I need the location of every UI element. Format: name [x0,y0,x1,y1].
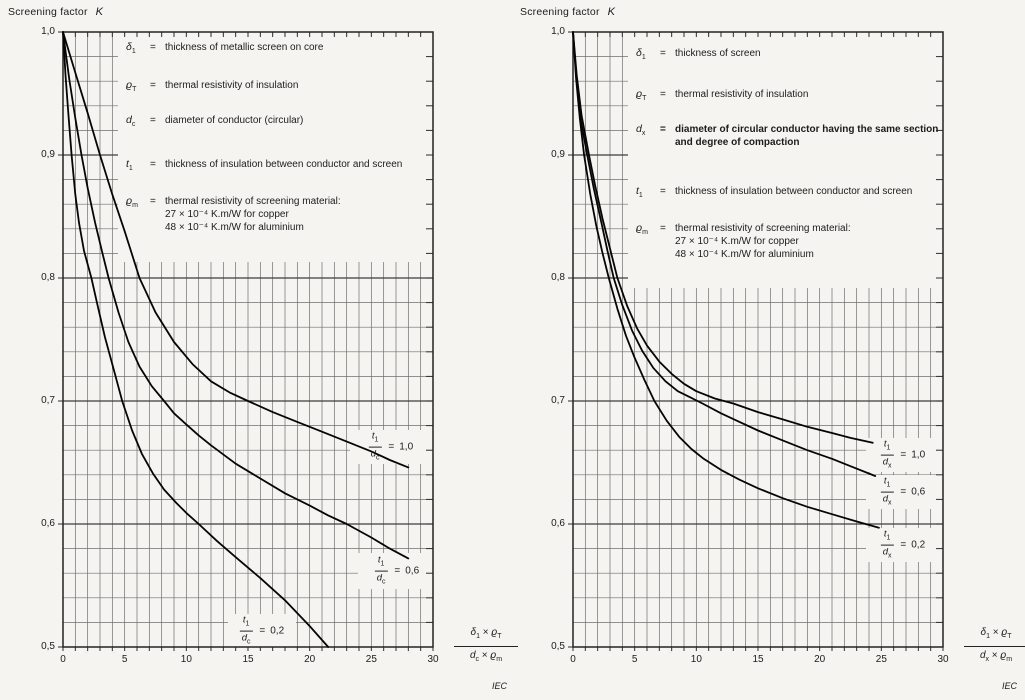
legend-text-line: 27 × 10⁻⁴ K.m/W for copper [675,236,799,247]
chart-title-right [520,6,615,18]
fraction-numerator: $t_1$ [375,555,388,572]
legend-item [126,195,432,234]
curve-label-t1dc-0.2 [240,615,284,648]
legend-text: thickness of insulation between conductor and screen [675,186,913,197]
curve-label-value: 0,2 [270,625,285,637]
equals-sign: = [660,223,666,234]
fraction-numerator: $t_1$ [881,529,894,546]
legend-text: thickness of insulation between conductor and screen [165,159,403,170]
fraction-numerator: $t_1$ [881,439,894,456]
chart-title-symbol: K [95,6,104,18]
x-tick-label: 20 [814,654,826,665]
curve-label-t1dx-0.2 [881,529,925,562]
equals-sign: = [900,486,907,498]
axis-fraction-denominator: $d_x \times ϱ_m$ [979,650,1013,663]
legend-text [165,195,432,234]
axis-fraction-numerator: $\delta_1 \times ϱ_T$ [454,626,518,647]
equals-sign: = [150,159,156,170]
x-tick-label: 10 [690,654,702,665]
fraction-denominator: $d_c$ [370,448,380,462]
x-tick-label: 0 [60,654,66,665]
x-tick-label: 10 [180,654,192,665]
fraction-denominator: $d_c$ [241,632,251,646]
curve-label-fraction [375,555,388,588]
y-tick-label: 0,9 [551,148,565,160]
x-tick-label: 0 [570,654,576,665]
curve-label-fraction [881,476,894,509]
symbol-delta1: $\delta_1$ [636,47,646,61]
equals-sign: = [900,449,907,461]
x-tick-label: 15 [752,654,764,665]
legend-item [126,158,432,175]
fraction-denominator: $d_x$ [882,546,892,560]
x-tick-label: 25 [875,654,887,665]
legend-text: thermal resistivity of insulation [165,80,299,91]
equals-sign: = [150,115,156,126]
x-tick-label: 30 [937,654,949,665]
x-tick-label: 20 [304,654,316,665]
symbol-rho-t: $ϱ_T$ [126,79,137,93]
y-tick-label: 0,8 [41,271,55,283]
legend-text: diameter of circular conductor having the same section and degree of compaction [675,124,939,148]
equals-sign: = [394,565,401,577]
legend-item [636,123,942,149]
symbol-dx: $d_x$ [636,123,646,137]
legend-item [636,47,942,64]
curve-label-t1dc-1.0 [369,431,413,464]
curve-label-fraction [881,439,894,472]
legend-text-line: thermal resistivity of screening material: [165,196,341,207]
equals-sign: = [150,196,156,207]
symbol-rho-t: $ϱ_T$ [636,88,647,102]
symbol-rho-m: $ϱ_m$ [126,195,138,209]
symbol-rho-m: $ϱ_m$ [636,222,648,236]
symbol-t1: $t_1$ [636,185,643,199]
y-tick-label: 0,7 [551,394,565,406]
curve-label-value: 0,6 [405,565,420,577]
x-tick-label: 30 [427,654,439,665]
curve-label-t1dc-0.6 [375,555,419,588]
symbol-delta1: $\delta_1$ [126,41,136,55]
y-tick-label: 0,5 [41,640,55,652]
curve-label-t1dx-1.0 [881,439,925,472]
y-tick-label: 0,5 [551,640,565,652]
legend-item [636,185,942,202]
equals-sign: = [660,48,666,59]
x-axis-label-right [964,626,1025,667]
x-tick-label: 15 [242,654,254,665]
legend-text [675,222,942,261]
iec-mark-left: IEC [492,681,508,691]
legend-text-line: thermal resistivity of screening material: [675,223,851,234]
curve-label-t1dx-0.6 [881,476,925,509]
y-tick-label: 0,7 [41,394,55,406]
chart-title-left [8,6,103,18]
equals-sign: = [388,441,395,453]
fraction-numerator: $t_1$ [881,476,894,493]
curve-label-value: 1,0 [911,449,926,461]
equals-sign: = [660,89,666,100]
legend-text-line: 27 × 10⁻⁴ K.m/W for copper [165,209,289,220]
legend-text-line: 48 × 10⁻⁴ K.m/W for aluminium [675,249,814,260]
legend-text-line: 48 × 10⁻⁴ K.m/W for aluminium [165,222,304,233]
legend-item [636,222,942,261]
x-tick-label: 25 [365,654,377,665]
equals-sign: = [150,80,156,91]
curve-label-value: 0,6 [911,486,926,498]
curve-label-fraction [369,431,382,464]
chart-title-text: Screening factor [520,6,600,18]
legend-item [126,41,432,58]
symbol-t1: $t_1$ [126,158,133,172]
y-tick-label: 0,8 [551,271,565,283]
fraction-denominator: $d_x$ [882,456,892,470]
symbol-dc: $d_c$ [126,114,136,128]
iec-mark-right: IEC [1002,681,1018,691]
legend-text: thickness of metallic screen on core [165,42,324,53]
fraction-numerator: $t_1$ [240,615,253,632]
curve-label-fraction [881,529,894,562]
x-tick-label: 5 [631,654,638,665]
curve-label-value: 1,0 [399,441,414,453]
fraction-denominator: $d_c$ [376,572,386,586]
curve-label-value: 0,2 [911,539,926,551]
chart-title-text: Screening factor [8,6,88,18]
fraction-numerator: $t_1$ [369,431,382,448]
y-tick-label: 0,6 [551,517,565,529]
equals-sign: = [900,539,907,551]
curve-label-fraction [240,615,253,648]
legend-text: thickness of screen [675,48,761,59]
y-tick-label: 1,0 [41,25,55,37]
equals-sign: = [150,42,156,53]
x-tick-label: 5 [121,654,128,665]
y-tick-label: 0,9 [41,148,55,160]
legend-item [126,79,432,96]
legend-text: thermal resistivity of insulation [675,89,809,100]
y-tick-label: 0,6 [41,517,55,529]
equals-sign: = [660,124,666,135]
legend-item [126,114,432,131]
axis-fraction-denominator: $d_c \times ϱ_m$ [469,650,503,663]
legend-text: diameter of conductor (circular) [165,115,304,126]
equals-sign: = [259,625,266,637]
y-tick-label: 1,0 [551,25,565,37]
axis-fraction-numerator: $\delta_1 \times ϱ_T$ [964,626,1025,647]
x-axis-label-left [454,626,518,667]
legend-item [636,88,942,105]
equals-sign: = [660,186,666,197]
chart-title-symbol: K [607,6,616,18]
fraction-denominator: $d_x$ [882,493,892,507]
